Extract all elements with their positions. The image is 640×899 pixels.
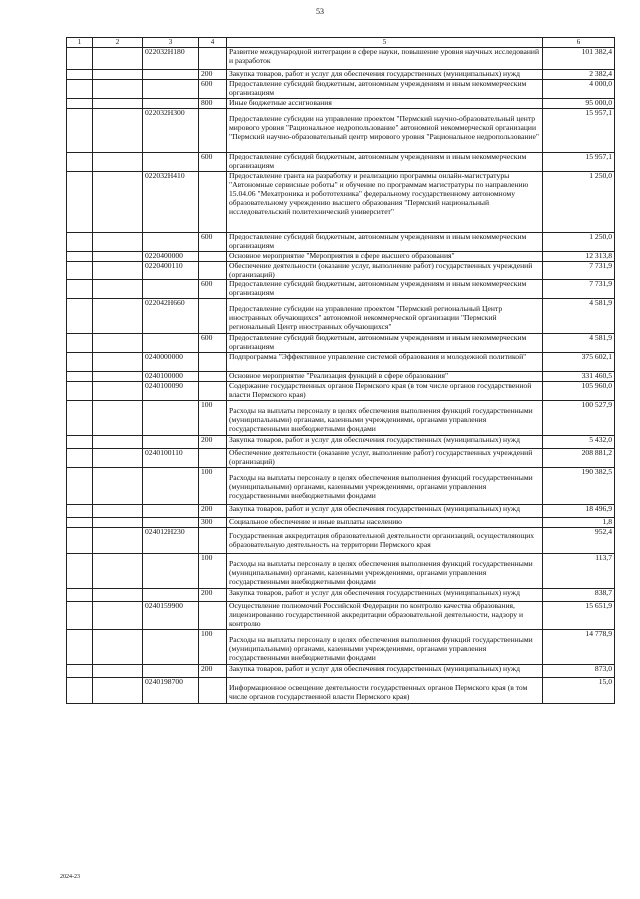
description-cell: Расходы на выплаты персоналу в целях обеспечения выполнения функций государственными (муниципальными) органами, казенными учреждениями, органами управления государственными внебюджетными фондами [227, 629, 543, 664]
amount-cell: 1,8 [543, 518, 615, 528]
col2-cell [93, 251, 143, 261]
col1-cell [67, 70, 93, 80]
amount-cell: 4 000,0 [543, 79, 615, 98]
description-cell: Закупка товаров, работ и услуг для обеспечения государственных (муниципальных) нужд [227, 70, 543, 80]
table-row [67, 372, 615, 382]
code-cell [143, 280, 199, 299]
code-cell [143, 664, 199, 677]
col1-cell [67, 436, 93, 449]
col1-cell [67, 48, 93, 70]
type-cell [199, 251, 227, 261]
amount-cell: 4 581,9 [543, 299, 615, 334]
header-cell: 3 [143, 38, 199, 48]
amount-cell: 2 382,4 [543, 70, 615, 80]
description-cell: Социальное обеспечение и иные выплаты населению [227, 518, 543, 528]
table-row [67, 353, 615, 372]
description-cell: Предоставление субсидий бюджетным, автономным учреждениям и иным некоммерческим организациям [227, 152, 543, 171]
table-row [67, 171, 615, 232]
header-row [67, 38, 615, 48]
description-cell: Основное мероприятие "Мероприятия в сфере высшего образования" [227, 251, 543, 261]
table-row [67, 299, 615, 334]
col2-cell [93, 152, 143, 171]
col1-cell [67, 602, 93, 630]
type-cell [199, 299, 227, 334]
col1-cell [67, 554, 93, 589]
description-cell: Предоставление субсидий бюджетным, автономным учреждениям и иным некоммерческим организациям [227, 280, 543, 299]
col2-cell [93, 468, 143, 505]
col2-cell [93, 518, 143, 528]
col2-cell [93, 280, 143, 299]
table-row [67, 589, 615, 602]
col2-cell [93, 108, 143, 152]
type-cell [199, 449, 227, 468]
type-cell [199, 528, 227, 554]
description-cell: Развитие международной интеграции в сфере науки, повышение уровня научных исследований и разработок [227, 48, 543, 70]
description-cell: Закупка товаров, работ и услуг для обеспечения государственных (муниципальных) нужд [227, 664, 543, 677]
col1-cell [67, 401, 93, 436]
description-cell: Предоставление субсидии на управление проектом "Пермский научно-образовательный центр мирового уровня "Рациональное недропользование" автономной некоммерческой организации "Пермский научно-образовательный центр мирового уровня "Рациональное недропользование" [227, 108, 543, 152]
code-cell [143, 436, 199, 449]
code-cell: 022032Н410 [143, 171, 199, 232]
code-cell: 0240159900 [143, 602, 199, 630]
description-cell: Основное мероприятие "Реализация функций в сфере образования" [227, 372, 543, 382]
type-cell: 100 [199, 468, 227, 505]
description-cell: Закупка товаров, работ и услуг для обеспечения государственных (муниципальных) нужд [227, 505, 543, 518]
col2-cell [93, 677, 143, 703]
description-cell: Осуществление полномочий Российской Федерации по контролю качества образования, лицензированию государственной аккредитации образовательной деятельности, надзору и контролю [227, 602, 543, 630]
col1-cell [67, 98, 93, 108]
type-cell: 200 [199, 589, 227, 602]
description-cell: Расходы на выплаты персоналу в целях обеспечения выполнения функций государственными (муниципальными) органами, казенными учреждениями, органами управления государственными внебюджетными фондами [227, 554, 543, 589]
amount-cell: 15 957,1 [543, 152, 615, 171]
amount-cell: 18 496,9 [543, 505, 615, 518]
table-row [67, 334, 615, 353]
header-cell: 5 [227, 38, 543, 48]
table-row [67, 280, 615, 299]
col2-cell [93, 70, 143, 80]
type-cell [199, 48, 227, 70]
header-cell: 1 [67, 38, 93, 48]
table-row [67, 152, 615, 171]
amount-cell: 7 731,9 [543, 261, 615, 280]
col2-cell [93, 436, 143, 449]
amount-cell: 15 651,9 [543, 602, 615, 630]
type-cell [199, 108, 227, 152]
amount-cell: 12 313,8 [543, 251, 615, 261]
amount-cell: 95 000,0 [543, 98, 615, 108]
col1-cell [67, 518, 93, 528]
code-cell: 022042Н660 [143, 299, 199, 334]
code-cell: 0220400000 [143, 251, 199, 261]
col1-cell [67, 372, 93, 382]
col1-cell [67, 79, 93, 98]
col1-cell [67, 664, 93, 677]
table-row [67, 677, 615, 703]
amount-cell: 14 778,9 [543, 629, 615, 664]
amount-cell: 100 527,9 [543, 401, 615, 436]
description-cell: Расходы на выплаты персоналу в целях обеспечения выполнения функций государственными (муниципальными) органами, казенными учреждениями, органами управления государственными внебюджетными фондами [227, 401, 543, 436]
description-cell: Государственная аккредитация образовательной деятельности организаций, осуществляющих образовательную деятельность на территории Пермского края [227, 528, 543, 554]
col1-cell [67, 468, 93, 505]
code-cell: 0240100110 [143, 449, 199, 468]
code-cell [143, 232, 199, 251]
amount-cell: 113,7 [543, 554, 615, 589]
amount-cell: 1 250,0 [543, 171, 615, 232]
type-cell: 300 [199, 518, 227, 528]
table-row [67, 70, 615, 80]
code-cell: 0240100090 [143, 382, 199, 401]
table-row [67, 449, 615, 468]
code-cell [143, 401, 199, 436]
code-cell: 0240100000 [143, 372, 199, 382]
col1-cell [67, 505, 93, 518]
col2-cell [93, 299, 143, 334]
code-cell [143, 589, 199, 602]
table-row [67, 629, 615, 664]
type-cell: 600 [199, 334, 227, 353]
code-cell: 0220400110 [143, 261, 199, 280]
type-cell: 600 [199, 152, 227, 171]
code-cell: 022032Н300 [143, 108, 199, 152]
amount-cell: 4 581,9 [543, 334, 615, 353]
type-cell: 600 [199, 232, 227, 251]
type-cell [199, 382, 227, 401]
type-cell: 100 [199, 629, 227, 664]
col1-cell [67, 334, 93, 353]
table-row [67, 401, 615, 436]
col1-cell [67, 353, 93, 372]
col2-cell [93, 664, 143, 677]
type-cell [199, 353, 227, 372]
description-cell: Предоставление субсидий бюджетным, автономным учреждениям и иным некоммерческим организациям [227, 79, 543, 98]
table-row [67, 382, 615, 401]
col2-cell [93, 232, 143, 251]
amount-cell: 873,0 [543, 664, 615, 677]
col1-cell [67, 280, 93, 299]
code-cell [143, 70, 199, 80]
description-cell: Расходы на выплаты персоналу в целях обеспечения выполнения функций государственными (муниципальными) органами, казенными учреждениями, органами управления государственными внебюджетными фондами [227, 468, 543, 505]
col1-cell [67, 449, 93, 468]
code-cell: 022032Н180 [143, 48, 199, 70]
col1-cell [67, 251, 93, 261]
col1-cell [67, 152, 93, 171]
col1-cell [67, 382, 93, 401]
code-cell [143, 79, 199, 98]
table-row [67, 602, 615, 630]
code-cell [143, 98, 199, 108]
header-cell: 4 [199, 38, 227, 48]
code-cell [143, 505, 199, 518]
table-row [67, 554, 615, 589]
amount-cell: 15 957,1 [543, 108, 615, 152]
col2-cell [93, 602, 143, 630]
amount-cell: 1 250,0 [543, 232, 615, 251]
col1-cell [67, 171, 93, 232]
type-cell: 200 [199, 436, 227, 449]
type-cell [199, 171, 227, 232]
footer-code: 2024-23 [60, 874, 80, 880]
description-cell: Подпрограмма "Эффективное управление системой образования и молодежной политикой" [227, 353, 543, 372]
type-cell [199, 372, 227, 382]
amount-cell: 190 382,5 [543, 468, 615, 505]
code-cell [143, 334, 199, 353]
col2-cell [93, 98, 143, 108]
col1-cell [67, 108, 93, 152]
col2-cell [93, 528, 143, 554]
table-row [67, 468, 615, 505]
col2-cell [93, 334, 143, 353]
amount-cell: 5 432,0 [543, 436, 615, 449]
code-cell: 0240000000 [143, 353, 199, 372]
amount-cell: 208 881,2 [543, 449, 615, 468]
type-cell: 200 [199, 664, 227, 677]
type-cell [199, 677, 227, 703]
table-row [67, 232, 615, 251]
type-cell: 100 [199, 554, 227, 589]
table-row [67, 79, 615, 98]
col2-cell [93, 449, 143, 468]
col2-cell [93, 261, 143, 280]
col1-cell [67, 589, 93, 602]
type-cell: 200 [199, 505, 227, 518]
table-row [67, 108, 615, 152]
col2-cell [93, 554, 143, 589]
budget-table-body [67, 38, 615, 704]
table-row [67, 505, 615, 518]
header-cell: 6 [543, 38, 615, 48]
type-cell: 100 [199, 401, 227, 436]
code-cell [143, 468, 199, 505]
col2-cell [93, 589, 143, 602]
table-row [67, 261, 615, 280]
col2-cell [93, 629, 143, 664]
description-cell: Обеспечение деятельности (оказание услуг, выполнение работ) государственных учреждений (организаций) [227, 449, 543, 468]
amount-cell: 952,4 [543, 528, 615, 554]
header-cell: 2 [93, 38, 143, 48]
type-cell: 600 [199, 79, 227, 98]
col2-cell [93, 171, 143, 232]
table-row [67, 48, 615, 70]
table-row [67, 251, 615, 261]
description-cell: Предоставление субсидий бюджетным, автономным учреждениям и иным некоммерческим организациям [227, 334, 543, 353]
description-cell: Содержание государственных органов Пермского края (в том числе органов государственной власти Пермского края) [227, 382, 543, 401]
col1-cell [67, 629, 93, 664]
col2-cell [93, 505, 143, 518]
col2-cell [93, 382, 143, 401]
col2-cell [93, 353, 143, 372]
col2-cell [93, 79, 143, 98]
description-cell: Закупка товаров, работ и услуг для обеспечения государственных (муниципальных) нужд [227, 589, 543, 602]
table-row [67, 98, 615, 108]
table-row [67, 664, 615, 677]
code-cell: 024012Н230 [143, 528, 199, 554]
amount-cell: 101 382,4 [543, 48, 615, 70]
table-row [67, 518, 615, 528]
col2-cell [93, 401, 143, 436]
col1-cell [67, 261, 93, 280]
col1-cell [67, 677, 93, 703]
description-cell: Предоставление субсидий бюджетным, автономным учреждениям и иным некоммерческим организациям [227, 232, 543, 251]
description-cell: Предоставление гранта на разработку и реализацию программы онлайн-магистратуры "Автономные сервисные роботы" и обучение по программам магистратуры по направлению 15.04.06 "Мехатроника и робототехника" федеральному государственному автономному образовательному учреждению высшего образования "Пермский национальный исследовательский политехнический университет" [227, 171, 543, 232]
type-cell [199, 261, 227, 280]
table-row [67, 528, 615, 554]
amount-cell: 838,7 [543, 589, 615, 602]
description-cell: Обеспечение деятельности (оказание услуг, выполнение работ) государственных учреждений (организаций) [227, 261, 543, 280]
type-cell: 600 [199, 280, 227, 299]
page-number: 53 [316, 7, 324, 16]
col1-cell [67, 232, 93, 251]
description-cell: Информационное освещение деятельности государственных органов Пермского края (в том числе органов государственной власти Пермского края) [227, 677, 543, 703]
code-cell [143, 554, 199, 589]
description-cell: Закупка товаров, работ и услуг для обеспечения государственных (муниципальных) нужд [227, 436, 543, 449]
budget-table [66, 37, 615, 704]
col2-cell [93, 372, 143, 382]
amount-cell: 375 602,1 [543, 353, 615, 372]
code-cell [143, 518, 199, 528]
amount-cell: 331 460,5 [543, 372, 615, 382]
type-cell: 800 [199, 98, 227, 108]
col2-cell [93, 48, 143, 70]
col1-cell [67, 528, 93, 554]
amount-cell: 7 731,9 [543, 280, 615, 299]
description-cell: Предоставление субсидии на управление проектом "Пермский региональный Центр иностранных обучающихся" автономной некоммерческой организации "Пермский региональный Центр иностранных обучающихся" [227, 299, 543, 334]
amount-cell: 15,0 [543, 677, 615, 703]
amount-cell: 105 960,0 [543, 382, 615, 401]
table-row [67, 436, 615, 449]
col1-cell [67, 299, 93, 334]
code-cell [143, 152, 199, 171]
type-cell [199, 602, 227, 630]
code-cell [143, 629, 199, 664]
description-cell: Иные бюджетные ассигнования [227, 98, 543, 108]
code-cell: 0240198700 [143, 677, 199, 703]
type-cell: 200 [199, 70, 227, 80]
